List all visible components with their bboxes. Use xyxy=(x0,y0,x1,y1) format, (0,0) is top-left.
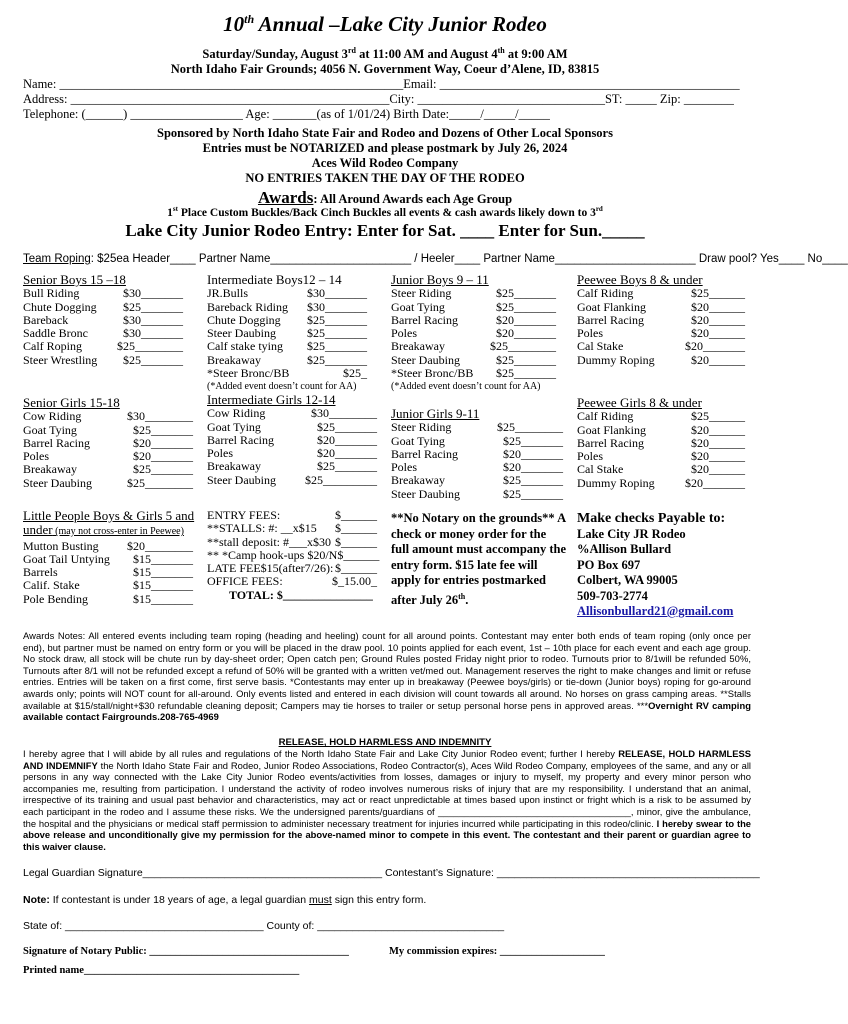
event-price-entry[interactable]: $20______ xyxy=(691,449,745,464)
event-row[interactable] xyxy=(23,579,193,592)
event-row[interactable] xyxy=(207,314,367,327)
event-price-entry[interactable]: $25________ xyxy=(127,475,193,490)
payment-info xyxy=(577,511,757,620)
event-name: Goat Flanking xyxy=(577,422,646,437)
release-heading: RELEASE, HOLD HARMLESS AND INDEMNITY xyxy=(278,737,492,748)
event-name: Steer Daubing xyxy=(207,472,276,487)
event-name: Calf Riding xyxy=(577,409,634,424)
event-name: Goat Tying xyxy=(391,299,445,314)
event-row[interactable] xyxy=(577,354,745,367)
page-title: 10th Annual –Lake City Junior Rodeo xyxy=(223,12,547,36)
event-name: Barrel Racing xyxy=(577,435,644,450)
event-row[interactable] xyxy=(577,450,745,463)
payee-name: Lake City JR Rodeo xyxy=(577,526,686,541)
little-people-heading: Little People Boys & Girls 5 and xyxy=(23,508,195,523)
event-row[interactable] xyxy=(391,461,563,474)
no-notary-notice: **No Notary on the grounds** A check or money order for the full amount must accompany the entry form. $15 late fee will apply for entries postmarked after July 26th. xyxy=(391,511,567,607)
under-18-note: Note: If contestant is under 18 years of age, a legal guardian must sign this entry form. xyxy=(23,894,427,906)
event-name: OFFICE FEES: xyxy=(207,574,283,589)
senior-boys-section xyxy=(23,273,183,367)
event-name: Poles xyxy=(23,449,50,464)
printed-name-field[interactable]: Printed name_________________________________________ xyxy=(23,965,300,976)
event-name: *Steer Bronc/BB xyxy=(391,366,474,381)
event-name: Bareback xyxy=(23,312,69,327)
address-field[interactable]: Address: ___________________________________________________City: ______________________________ST: _____ Zip: ________ xyxy=(23,92,734,106)
event-row[interactable] xyxy=(23,314,183,327)
event-price-entry[interactable]: $25_______ xyxy=(123,352,183,367)
event-price-entry[interactable]: $15_______ xyxy=(133,591,193,606)
event-name: ** *Camp hook-ups $20/N xyxy=(207,547,338,562)
event-row[interactable] xyxy=(23,566,193,579)
event-row[interactable] xyxy=(391,327,556,340)
event-name: Bareback Riding xyxy=(207,299,288,314)
peewee-girls-section xyxy=(577,396,745,490)
state-county-field[interactable]: State of: __________________________________ County of: ________________________________ xyxy=(23,920,505,932)
event-row[interactable] xyxy=(23,463,193,476)
event-name: Calf Riding xyxy=(577,286,634,301)
event-name: Steer Daubing xyxy=(207,326,276,341)
event-price-entry[interactable]: $30________ xyxy=(311,406,377,421)
event-name: Poles xyxy=(391,460,418,475)
event-price-entry[interactable]: $25_______ xyxy=(503,486,563,501)
event-row[interactable] xyxy=(207,367,367,380)
event-name: Steer Wrestling xyxy=(23,352,98,367)
name-email-field[interactable]: Name: _______________________________________________________Email: ________________________________________________ xyxy=(23,77,740,91)
event-row[interactable] xyxy=(23,424,193,437)
event-name: Steer Riding xyxy=(391,420,452,435)
event-row[interactable] xyxy=(23,593,193,606)
event-price-entry[interactable]: $25______ xyxy=(691,409,745,424)
telephone-field[interactable]: Telephone: (______) __________________ Age: _______(as of 1/01/24) Birth Date:_____/_____/_____ xyxy=(23,107,550,121)
intermediate-girls-section xyxy=(207,393,377,487)
event-row[interactable] xyxy=(391,287,556,300)
event-name: Poles xyxy=(577,449,604,464)
release-text: I hereby agree that I will abide by all rules and regulations of the North Idaho State Fair and Lake City Junior Rodeo event; further I hereby RELEASE, HOLD HARMLESS AND INDEMNIFY the North Idaho State Fair and Rodeo, Junior Rodeo Associations, Rodeo Contractor(s), Aces Wild Rodeo Company, employees of the same, and any or all persons in any way connected with the Lake City Junior Rodeo events/activities from losses, damages or injury to myself, my property and every minor person who accompanies me, resulting from participation. I understand the activity of rodeo involves numerous risks of injury that are my responsibility. I understand that an animal, irrespective of its training and usual past behavior and characteristics, may act or react unpredictable at times based upon instinct or fright which is a risk to be assumed by each participant in the rodeo and I assume these risks. We the undersigned parents/guardians of _____________________________________, minor, give the ambulance, the hospital and the physicians or medical staff permission to administer necessary treatment for injuries incurred while participating in this rodeo/clinic. I hereby swear to the above release and unconditionally give my permission for the above-named minor to compete in this event. The contestant and their parent or guardian agree to this waiver clause. xyxy=(23,748,752,852)
event-row[interactable] xyxy=(207,536,377,549)
event-name: Cal Stake xyxy=(577,339,624,354)
event-row[interactable] xyxy=(577,424,745,437)
event-name: Steer Daubing xyxy=(391,486,460,501)
sponsor-line: Sponsored by North Idaho State Fair and Rodeo and Dozens of Other Local Sponsors xyxy=(157,126,613,140)
event-name: Calf stake tying xyxy=(207,339,283,354)
event-row[interactable] xyxy=(391,488,563,501)
event-row[interactable] xyxy=(23,477,193,490)
event-row[interactable] xyxy=(207,547,380,562)
event-name: Breakaway xyxy=(207,352,261,367)
event-row[interactable] xyxy=(207,522,377,535)
event-price-entry[interactable]: $25_______ xyxy=(496,286,556,301)
event-location: North Idaho Fair Grounds; 4056 N. Government Way, Coeur d’Alene, ID, 83815 xyxy=(170,62,600,76)
event-name: Barrel Racing xyxy=(391,312,458,327)
event-row[interactable] xyxy=(391,448,563,461)
event-name: Bull Riding xyxy=(23,286,80,301)
event-price-entry[interactable]: $25________ xyxy=(497,420,563,435)
event-price-entry[interactable]: $25________ xyxy=(117,339,183,354)
checks-heading: Make checks Payable to: xyxy=(577,511,726,526)
guardian-contestant-signature[interactable]: Legal Guardian Signature_________________________________________ Contestant’s Signature: _____________________________________________ xyxy=(23,867,760,879)
event-price-entry[interactable]: $25_______ xyxy=(307,312,367,327)
little-people-heading-2: under (may not cross-enter in Peewee) xyxy=(23,522,184,538)
event-name: Steer Daubing xyxy=(391,352,460,367)
event-name: ENTRY FEES: xyxy=(207,508,281,522)
event-name: **stall deposit: #___x$30 xyxy=(207,534,331,549)
event-price-entry[interactable]: $20______ xyxy=(691,299,745,314)
notarized-line: Entries must be NOTARIZED and please postmark by July 26, 2024 xyxy=(202,141,568,155)
event-name: Goat Tying xyxy=(207,419,261,434)
payee-email-link[interactable]: Allisonbullard21@gmail.com xyxy=(577,604,734,618)
event-price-entry[interactable]: $25_________ xyxy=(305,472,377,487)
event-name: Goat Tying xyxy=(23,422,77,437)
event-row[interactable] xyxy=(391,421,563,434)
payee-city: Colbert, WA 99005 xyxy=(577,573,678,587)
event-name: Barrel Racing xyxy=(23,435,90,450)
event-price-entry[interactable]: $25_______ xyxy=(307,326,367,341)
event-name: Steer Daubing xyxy=(23,475,92,490)
intermediate-boys-section xyxy=(207,273,367,394)
event-name: LATE FEE$15(after7/26): xyxy=(207,561,334,576)
event-price-entry[interactable]: $20______ xyxy=(691,352,745,367)
event-price-entry[interactable]: $30_______ xyxy=(307,299,367,314)
event-name: Saddle Bronc xyxy=(23,326,88,341)
event-name: Calf Roping xyxy=(23,339,82,354)
event-price-entry[interactable]: $30________ xyxy=(127,409,193,424)
event-row[interactable] xyxy=(577,287,745,300)
event-name: Calif. Stake xyxy=(23,578,80,593)
event-name: Dummy Roping xyxy=(577,475,655,490)
senior-boys-heading: Senior Boys 15 –18 xyxy=(23,272,126,287)
event-name: Cow Riding xyxy=(23,409,82,424)
event-price-entry[interactable]: $25_______ xyxy=(133,462,193,477)
event-row[interactable] xyxy=(207,421,377,434)
event-price-entry[interactable]: $25_______ xyxy=(307,352,367,367)
event-row[interactable] xyxy=(577,477,745,490)
event-name: Poles xyxy=(391,326,418,341)
intermediate-boys-note: (*Added event doesn’t count for AA) xyxy=(207,381,357,393)
team-roping-line[interactable]: Team Roping: $25ea Header____ Partner Name______________________ / Heeler____ Partner Name______________________ Draw pool? Yes____ No____ xyxy=(23,253,848,265)
event-name: JR.Bulls xyxy=(207,286,249,301)
award-notes: Awards Notes: All entered events including team roping (heading and heeling) count for all around points. Contestant may enter both ends of team roping (only once per end), but partner must be named on entry form or you will be placed in the draw pool. 10 points applied for each event, 1st – 10th place for each event and each age group. No stock draw, all stock will be chute run by day-sheet order; Open catch pen; Ground Rules posted Friday night prior to rodeo. Turnouts prior to 8/1will be refunded 50%, Turnouts after 8/1 will not be refunded except a refund of 50% will be granted with a written vet/med out. Management reserves the right to make changes and limit or refuse entries. Entries will be taken on a first come, first serve basis. *Contestants may enter up in breakaway (Peewee boys/girls) or tie-down (Junior boys) roping for go-around awards only; points will NOT count for all-around. Only events listed and entered in each division will count towards all around. No horses on grass camping areas. **Stalls available at $15/stall/night+$30 refundable cleaning deposit; Campers may tie horses to trailer or setup personal horse pens in approved areas. ***Overnight RV camping available contact Fairgrounds.208-765-4969 xyxy=(23,630,751,723)
event-name: Goat Tying xyxy=(391,433,445,448)
event-row[interactable] xyxy=(207,340,367,353)
event-price-entry[interactable]: $20______ xyxy=(691,326,745,341)
peewee-girls-heading: Peewee Girls 8 & under xyxy=(577,395,702,410)
event-name: Mutton Busting xyxy=(23,538,99,553)
event-row[interactable] xyxy=(207,354,367,367)
event-row[interactable] xyxy=(207,407,377,420)
event-row[interactable] xyxy=(391,474,563,487)
event-price-entry[interactable]: $20_______ xyxy=(496,312,556,327)
event-price-entry[interactable]: $20________ xyxy=(127,538,193,553)
awards-heading: Awards: All Around Awards each Age Group xyxy=(257,188,513,207)
event-row[interactable] xyxy=(23,354,183,367)
event-price-entry[interactable]: $20_______ xyxy=(685,339,745,354)
event-price-entry[interactable]: $25_______ xyxy=(503,433,563,448)
event-price-entry[interactable]: $_15.00_ xyxy=(332,574,377,589)
event-row[interactable] xyxy=(23,327,183,340)
rodeo-company: Aces Wild Rodeo Company xyxy=(311,156,459,170)
event-row[interactable] xyxy=(577,314,745,327)
event-row[interactable] xyxy=(391,354,556,367)
event-price-entry[interactable]: $25_______ xyxy=(503,473,563,488)
event-price-entry[interactable]: $20______ xyxy=(691,312,745,327)
event-name: Breakaway xyxy=(23,462,77,477)
event-row[interactable] xyxy=(577,410,745,423)
event-price-entry[interactable]: $25_______ xyxy=(496,366,556,381)
event-row[interactable] xyxy=(207,509,377,522)
senior-girls-heading: Senior Girls 15-18 xyxy=(23,395,120,410)
event-name: Chute Dogging xyxy=(23,299,97,314)
event-price-entry[interactable]: $25_______ xyxy=(496,352,556,367)
event-name: Dummy Roping xyxy=(577,352,655,367)
event-name: Poles xyxy=(207,446,234,461)
event-row[interactable] xyxy=(577,301,745,314)
event-name: Goat Flanking xyxy=(577,299,646,314)
event-price-entry[interactable]: $20_______ xyxy=(133,435,193,450)
junior-boys-note: (*Added event doesn’t count for AA) xyxy=(391,381,541,393)
event-name: Steer Riding xyxy=(391,286,452,301)
event-name: Pole Bending xyxy=(23,591,88,606)
event-row[interactable] xyxy=(577,327,745,340)
event-price-entry[interactable]: $20______ xyxy=(691,435,745,450)
event-price-entry[interactable]: $20_______ xyxy=(317,446,377,461)
event-price-entry[interactable]: $30_______ xyxy=(123,286,183,301)
event-row[interactable] xyxy=(207,301,367,314)
junior-girls-heading: Junior Girls 9-11 xyxy=(391,406,480,421)
peewee-boys-heading: Peewee Boys 8 & under xyxy=(577,272,703,287)
event-row[interactable] xyxy=(391,314,556,327)
entry-title[interactable]: Lake City Junior Rodeo Entry: Enter for Sat. ____ Enter for Sun._____ xyxy=(125,221,645,240)
event-row[interactable] xyxy=(391,340,556,353)
event-name: **STALLS: #: __x$15 xyxy=(207,521,317,536)
event-row[interactable] xyxy=(207,327,367,340)
event-price-entry[interactable]: $25______ xyxy=(691,286,745,301)
event-price-entry[interactable]: $______ xyxy=(337,547,380,562)
event-price-entry[interactable]: $20_______ xyxy=(317,432,377,447)
peewee-boys-section xyxy=(577,273,745,367)
event-name: *Steer Bronc/BB xyxy=(207,366,290,381)
event-name: Barrel Racing xyxy=(207,432,274,447)
event-row[interactable] xyxy=(23,340,183,353)
junior-girls-section xyxy=(391,407,563,501)
event-price-entry[interactable]: $30_______ xyxy=(307,286,367,301)
event-row[interactable] xyxy=(577,340,745,353)
event-dates: Saturday/Sunday, August 3rd at 11:00 AM and August 4th at 9:00 AM xyxy=(202,46,568,62)
event-name: Barrel Racing xyxy=(577,312,644,327)
event-name: Chute Dogging xyxy=(207,312,281,327)
event-price-entry[interactable]: $20______ xyxy=(691,422,745,437)
senior-girls-section xyxy=(23,396,193,490)
event-row[interactable] xyxy=(23,410,193,423)
event-row[interactable] xyxy=(391,367,556,380)
event-price-entry[interactable]: $20_______ xyxy=(685,475,745,490)
event-price-entry[interactable]: $25_______ xyxy=(496,299,556,314)
event-row[interactable] xyxy=(23,540,193,553)
junior-boys-section xyxy=(391,273,556,394)
event-row[interactable] xyxy=(207,562,377,575)
fees-section xyxy=(207,508,380,602)
junior-boys-heading: Junior Boys 9 – 11 xyxy=(391,272,489,287)
event-price-entry[interactable]: $25_______ xyxy=(123,299,183,314)
event-name: Barrels xyxy=(23,565,58,580)
event-row[interactable] xyxy=(207,287,367,300)
event-row[interactable] xyxy=(207,447,377,460)
payee-phone: 509-703-2774 xyxy=(577,588,648,603)
notary-signature-field[interactable]: Signature of Notary Public: ______________________________________ xyxy=(23,946,349,957)
event-price-entry[interactable]: $20_______ xyxy=(503,460,563,475)
event-name: Breakaway xyxy=(391,339,445,354)
event-name: Breakaway xyxy=(391,473,445,488)
event-name: Breakaway xyxy=(207,459,261,474)
event-row[interactable] xyxy=(23,450,193,463)
event-price-entry[interactable]: $15_______ xyxy=(133,578,193,593)
event-row[interactable] xyxy=(391,301,556,314)
event-price-entry[interactable]: $25_______ xyxy=(317,459,377,474)
event-price-entry[interactable]: $25________ xyxy=(490,339,556,354)
event-row[interactable] xyxy=(23,437,193,450)
little-people-section xyxy=(23,509,193,606)
event-price-entry[interactable]: $20_______ xyxy=(503,446,563,461)
commission-expires-field[interactable]: My commission expires: ____________________ xyxy=(389,946,605,957)
event-price-entry[interactable]: $25_______ xyxy=(317,419,377,434)
event-price-entry[interactable]: $15_______ xyxy=(133,551,193,566)
event-price-entry[interactable]: $25_ xyxy=(343,366,367,381)
event-price-entry[interactable]: $25_______ xyxy=(133,422,193,437)
event-price-entry[interactable]: $______ xyxy=(335,508,377,522)
event-row[interactable] xyxy=(23,287,183,300)
intermediate-boys-heading: Intermediate Boys12 – 14 xyxy=(207,272,342,287)
payee-attention: %Allison Bullard xyxy=(577,542,672,556)
event-name: Cow Riding xyxy=(207,406,266,421)
event-row[interactable] xyxy=(23,553,193,566)
event-name: Cal Stake xyxy=(577,462,624,477)
event-row[interactable] xyxy=(23,301,183,314)
event-row[interactable] xyxy=(207,474,377,487)
intermediate-girls-heading: Intermediate Girls 12-14 xyxy=(207,392,336,407)
event-row[interactable] xyxy=(207,460,377,473)
event-price-entry[interactable]: $______ xyxy=(335,534,377,549)
event-price-entry[interactable]: $30_______ xyxy=(123,326,183,341)
event-name: Barrel Racing xyxy=(391,446,458,461)
event-price-entry[interactable]: $25_______ xyxy=(307,339,367,354)
event-price-entry[interactable]: $______ xyxy=(335,521,377,536)
event-price-entry[interactable]: $15_______ xyxy=(133,565,193,580)
event-row[interactable] xyxy=(207,434,377,447)
event-row[interactable] xyxy=(391,435,563,448)
event-row[interactable] xyxy=(577,437,745,450)
event-row[interactable] xyxy=(577,463,745,476)
buckles-line: 1st Place Custom Buckles/Back Cinch Buckles all events & cash awards likely down to 3rd xyxy=(167,205,603,219)
event-price-entry[interactable]: $20_______ xyxy=(496,326,556,341)
payee-po-box: PO Box 697 xyxy=(577,557,641,572)
event-name: Goat Tail Untying xyxy=(23,551,110,566)
event-price-entry[interactable]: $30_______ xyxy=(123,312,183,327)
event-price-entry[interactable]: $______ xyxy=(335,561,377,576)
event-name: Poles xyxy=(577,326,604,341)
event-price-entry[interactable]: $20______ xyxy=(691,462,745,477)
event-row[interactable] xyxy=(207,575,377,588)
event-price-entry[interactable]: $20_______ xyxy=(133,449,193,464)
total-fee[interactable]: TOTAL: $_______________ xyxy=(229,587,373,602)
no-entries-day-of: NO ENTRIES TAKEN THE DAY OF THE RODEO xyxy=(245,171,525,185)
